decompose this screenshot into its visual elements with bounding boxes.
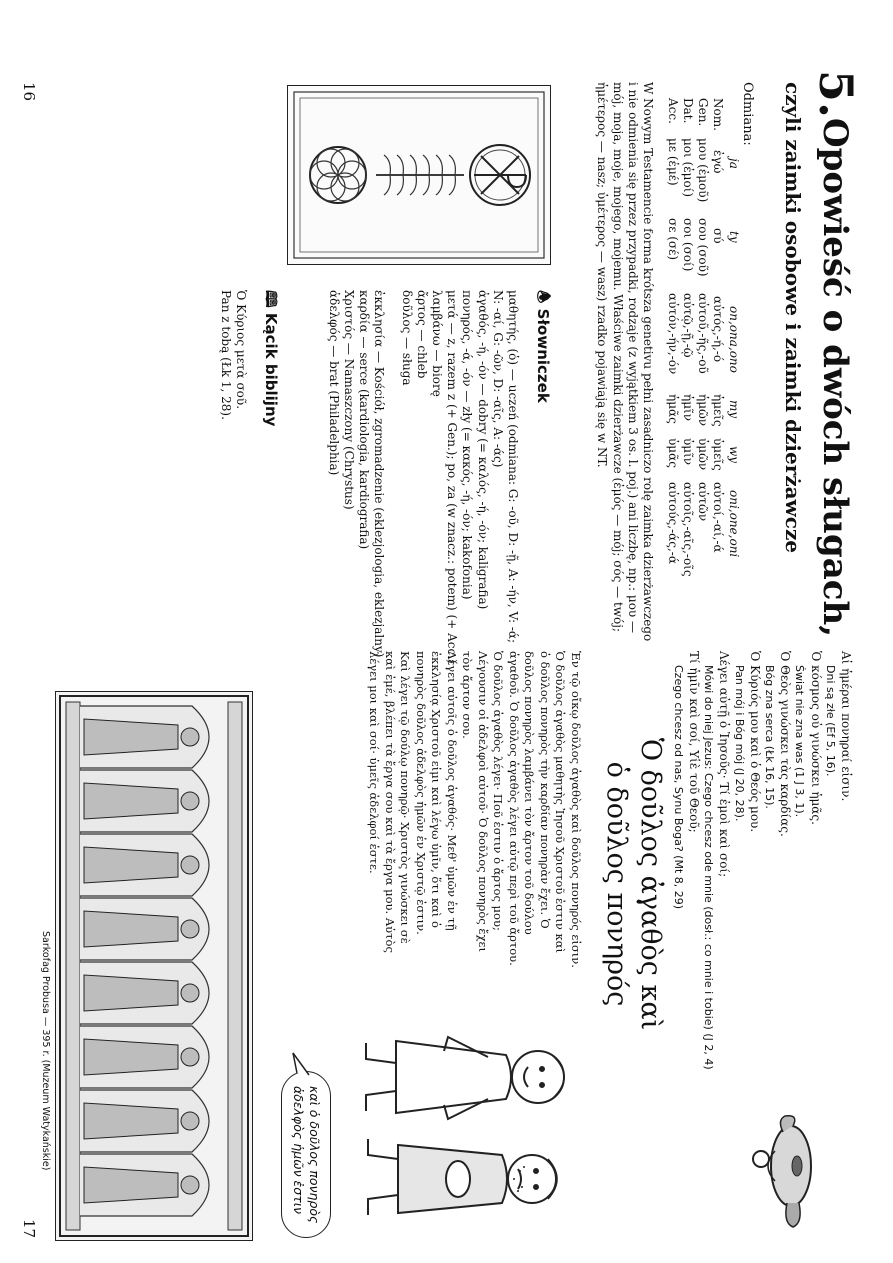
nom-ja: ἐγώ bbox=[711, 150, 725, 174]
paragraph-line: ἡμέτερος — nasz; ὑμέτερος — wasz) rzadko pojawiają się w NT. bbox=[595, 82, 610, 468]
bible-corner-heading: Kącik biblijny bbox=[262, 312, 280, 427]
case-dat: Dat. bbox=[681, 98, 695, 124]
nom-my: ἡμεῖς bbox=[711, 394, 725, 427]
quote-greek: Ὁ Κύριός μου καὶ ὁ Θεός μου. bbox=[747, 651, 762, 833]
story-line: πονηρὸς δοῦλος ἀδελφὸς ἡμῶν ἐν Χριστῷ ἐστιν. bbox=[414, 651, 428, 935]
case-gen: Gen. bbox=[696, 98, 710, 127]
acc-my: ἡμᾶς bbox=[666, 394, 680, 424]
gen-ty: σου (σοῦ) bbox=[696, 218, 710, 277]
gen-my: ἡμῶν bbox=[696, 394, 710, 427]
declension-label: Odmiana: bbox=[740, 82, 755, 146]
glossary-entry: μετά — z, razem z (+ Gen.); po, za (w znacz.: potem) (+ Acc.) bbox=[445, 290, 460, 664]
story-line: δοῦλος πονηρὸς λαμβάνει τὸν ἄρτον τοῦ δούλου bbox=[522, 651, 537, 935]
chi-rho-relief-icon bbox=[288, 86, 550, 264]
bible-corner bbox=[218, 290, 281, 590]
story-text bbox=[366, 651, 583, 1011]
glossary-entry: πονηρός, -ά, -όν — zły (= κακός, -ή, -όν; kakofonia) bbox=[460, 290, 475, 600]
dat-on: αὐτῷ,-ῇ,-ῷ bbox=[681, 293, 695, 358]
dat-my: ἡμῖν bbox=[681, 394, 695, 421]
gen-ja: μου (ἐμοῦ) bbox=[696, 138, 710, 203]
quote-polish: Bóg zna serca (Łk 16, 15). bbox=[762, 665, 776, 809]
speech-bubble-tail-icon bbox=[289, 1051, 313, 1077]
story-line: Ὁ δοῦλος ἀγαθὸς λέγει· Ποῦ ἐστιν ὁ ἄρτος μου; bbox=[491, 651, 506, 931]
paragraph-line: mój, moja, moje, mojego, mojemu. Właściwe zaimki dzierżawcze (ἐμός — mój; σός — twój; bbox=[610, 82, 625, 633]
quote-polish: Świat nie zna was (1 J 3, 1). bbox=[793, 665, 807, 818]
dat-ty: σοι (σοί) bbox=[681, 218, 695, 272]
story-line: Ἐν τῷ οἴκῳ δοῦλος ἀγαθὸς καὶ δοῦλος πονηρός εἰσιν. bbox=[569, 651, 583, 968]
paragraph-line: i nie odmienia się przez przypadki, rodzaje (z wyjątkiem 3 os. l. poj.) ani liczbę, np.: μου — bbox=[625, 82, 640, 634]
speech-bubble-line: καὶ ὁ δοῦλος πονηρὸς bbox=[307, 1086, 322, 1224]
gen-oni: αὐτῶν bbox=[696, 482, 710, 522]
sarcophagus-lid-relief bbox=[287, 85, 551, 265]
header-my: my bbox=[727, 400, 741, 419]
nom-oni: αὐτοί,-αί,-ά bbox=[711, 482, 725, 553]
story-line: καὶ ἐμέ, βλέπει τὰ ἔργα σου καὶ τὰ ἔργα μου. Αὐτὸς bbox=[383, 651, 397, 953]
page-number-left: 16 bbox=[20, 82, 38, 102]
story-line: Λέγει αὐτοῖς ὁ δοῦλος ἀγαθός· Μεθ' ὑμῶν ἐν τῇ bbox=[445, 651, 459, 931]
oil-lamp-illustration bbox=[739, 1111, 859, 1231]
header-oni: oni,one,oni bbox=[727, 490, 741, 558]
glossary-entry: ἄρτος — chleb bbox=[414, 290, 429, 379]
glossary-heading: Słowniczek bbox=[534, 308, 552, 403]
right-page bbox=[0, 631, 893, 1263]
story-line: Ὁ δοῦλος ἀγαθὸς μαθητὴς Ἰησοῦ Χριστοῦ ἐστιν καὶ bbox=[553, 651, 568, 953]
case-acc: Acc. bbox=[666, 98, 680, 124]
quote-greek: Λέγει αὐτῇ ὁ Ἰησοῦς· Τί ἐμοὶ καὶ σοί; bbox=[717, 651, 732, 878]
header-ja: ja bbox=[727, 158, 741, 169]
nt-paragraph bbox=[594, 82, 655, 642]
glossary-entry: δοῦλος — sługa bbox=[399, 290, 414, 386]
cartoon-two-servants bbox=[348, 1019, 598, 1239]
nom-on: αὐτός,-ή,-ό bbox=[711, 296, 725, 363]
speech-bubble bbox=[281, 1071, 331, 1238]
header-on: on,ona,ono bbox=[727, 306, 741, 373]
bible-verse-greek: Ὁ Κύριος μετὰ σοῦ. bbox=[234, 290, 248, 410]
glossary-entry: Χριστός — Namaszczony (Chrystus) bbox=[341, 290, 356, 510]
acc-ja: με (ἐμέ) bbox=[666, 138, 680, 186]
sarcophagus-caption: Sarkofag Probusa — 395 r. (Muzeum Watykańskie) bbox=[40, 931, 51, 1171]
story-title-line: ὁ δοῦλος πονηρός bbox=[601, 761, 632, 1007]
story-title-line: Ὁ δοῦλος ἀγαθὸς καὶ bbox=[635, 737, 666, 1031]
story-line: ἀγαθοῦ. Ὁ δοῦλος ἀγαθὸς λέγει αὐτῷ περὶ τοῦ ἄρτου. bbox=[507, 651, 521, 966]
header-wy: wy bbox=[727, 446, 741, 464]
acc-on: αὐτόν,-ήν,-όν bbox=[666, 293, 680, 375]
acc-wy: ὑμᾶς bbox=[666, 438, 680, 468]
glossary-entry: λαμβάνω — biorę bbox=[429, 290, 444, 397]
bible-verse-polish: Pan z tobą (Łk 1, 28). bbox=[218, 290, 233, 420]
glossary bbox=[326, 290, 553, 664]
chapter-subtitle: czyli zaimki osobowe i zaimki dzierżawcze bbox=[781, 82, 805, 554]
quote-polish: Pan mój i Bóg mój (J 20, 28). bbox=[732, 665, 746, 822]
dat-oni: αὐτοῖς,-αῖς,-οῖς bbox=[681, 482, 695, 577]
two-servants-cartoon-icon bbox=[348, 1019, 598, 1239]
nom-ty: σύ bbox=[711, 228, 725, 244]
quote-greek: Αἱ ἡμέραι πονηραί εἰσιν. bbox=[839, 651, 853, 802]
gen-on: αὐτοῦ,-ῆς,-οῦ bbox=[696, 293, 710, 374]
glossary-entry: ἐκκλησία — Kościół, zgromadzenie (eklezjologia, eklezjalny) bbox=[372, 290, 387, 658]
glossary-spacer bbox=[386, 290, 398, 620]
story-title bbox=[599, 649, 667, 1119]
quote-greek: Τί ἡμῖν καὶ σοί, Υἱὲ τοῦ Θεοῦ; bbox=[686, 651, 701, 833]
quotes-block bbox=[671, 651, 853, 1091]
quote-polish: Mówi do niej Jezus: Czego chcesz ode mnie (dosł.: co mnie i tobie) (J 2, 4) bbox=[702, 665, 716, 1070]
gen-wy: ὑμῶν bbox=[696, 438, 710, 471]
page-number-right: 17 bbox=[20, 1219, 38, 1239]
story-line: ἐκκλησίᾳ Χριστοῦ εἰμι καὶ λέγω ὑμῖν, ὅτι καὶ ὁ bbox=[429, 651, 444, 928]
story-line: Λέγουσιν οἱ ἀδελφοὶ αὐτοῦ· Ὁ δοῦλος πονηρὸς ἔχει bbox=[476, 651, 490, 952]
story-line: ὁ δοῦλος πονηρὸς τὴν καρδίαν πονηρὰν ἔχει. Ὁ bbox=[538, 651, 552, 929]
oil-lamp-icon bbox=[739, 1111, 859, 1231]
sarcophagus-relief bbox=[55, 691, 253, 1241]
story-line: Καὶ λέγει τῷ δούλῳ πονηρῷ· Χριστὸς γινώσκει σὲ bbox=[398, 651, 413, 944]
quote-greek: Ὁ κόσμος οὐ γινώσκει ἡμᾶς. bbox=[808, 651, 823, 825]
nom-wy: ὑμεῖς bbox=[711, 438, 725, 471]
glossary-entry: μαθητής, (ὁ) — uczeń (odmiana: G: -οῦ, D: -ῇ, A: -ήν, V: -ά; bbox=[506, 290, 520, 644]
speech-bubble-line: ἀδελφὸς ἡμῶν ἐστιν bbox=[291, 1086, 306, 1214]
acc-ty: σε (σέ) bbox=[666, 218, 680, 260]
story-line: τὸν ἄρτον σου. bbox=[460, 651, 475, 739]
quote-polish: Dni są złe (Ef 5, 16). bbox=[823, 665, 837, 777]
quote-polish: Czego chcesz od nas, Synu Boga? (Mt 8, 29) bbox=[671, 665, 685, 910]
glossary-entry: ἀγαθός, -ή, -όν — dobry (= καλός, -ή, -όν; kaligrafia) bbox=[475, 290, 490, 610]
chapter-number: 5. bbox=[809, 70, 863, 119]
dat-ja: μοι (ἐμοί) bbox=[681, 138, 695, 198]
quote-greek: Ὁ Θεὸς γινώσκει τὰς καρδίας. bbox=[778, 651, 793, 837]
case-nom: Nom. bbox=[711, 98, 725, 131]
header-ty: ty bbox=[727, 231, 741, 243]
acc-oni: αὐτούς,-άς,-ά bbox=[666, 482, 680, 564]
paragraph-line: W Nowym Testamencie forma krótsza genetivu pełni zasadniczo rolę zaimka dzierżawczego bbox=[641, 82, 655, 642]
open-book-icon: 🕮 bbox=[262, 290, 280, 308]
glossary-entry: καρδία — serce (kardiologia, kardiografia) bbox=[357, 290, 372, 550]
glossary-entry: N: -αί, G: -ῶν, D: -αῖς, A: -άς) bbox=[490, 290, 505, 468]
sarcophagus-figures-icon bbox=[56, 692, 252, 1240]
chapter-title: Opowieść o dwóch sługach, bbox=[815, 118, 855, 638]
glossary-entry: ἀδελφός — brat (Philadelphia) bbox=[326, 290, 341, 476]
story-line: λέγει μοι καὶ σοί· ὑμεῖς ἀδελφοί ἐστε. bbox=[367, 651, 382, 874]
glossary-icon: 🕭 bbox=[534, 290, 552, 304]
dat-wy: ὑμῖν bbox=[681, 438, 695, 466]
